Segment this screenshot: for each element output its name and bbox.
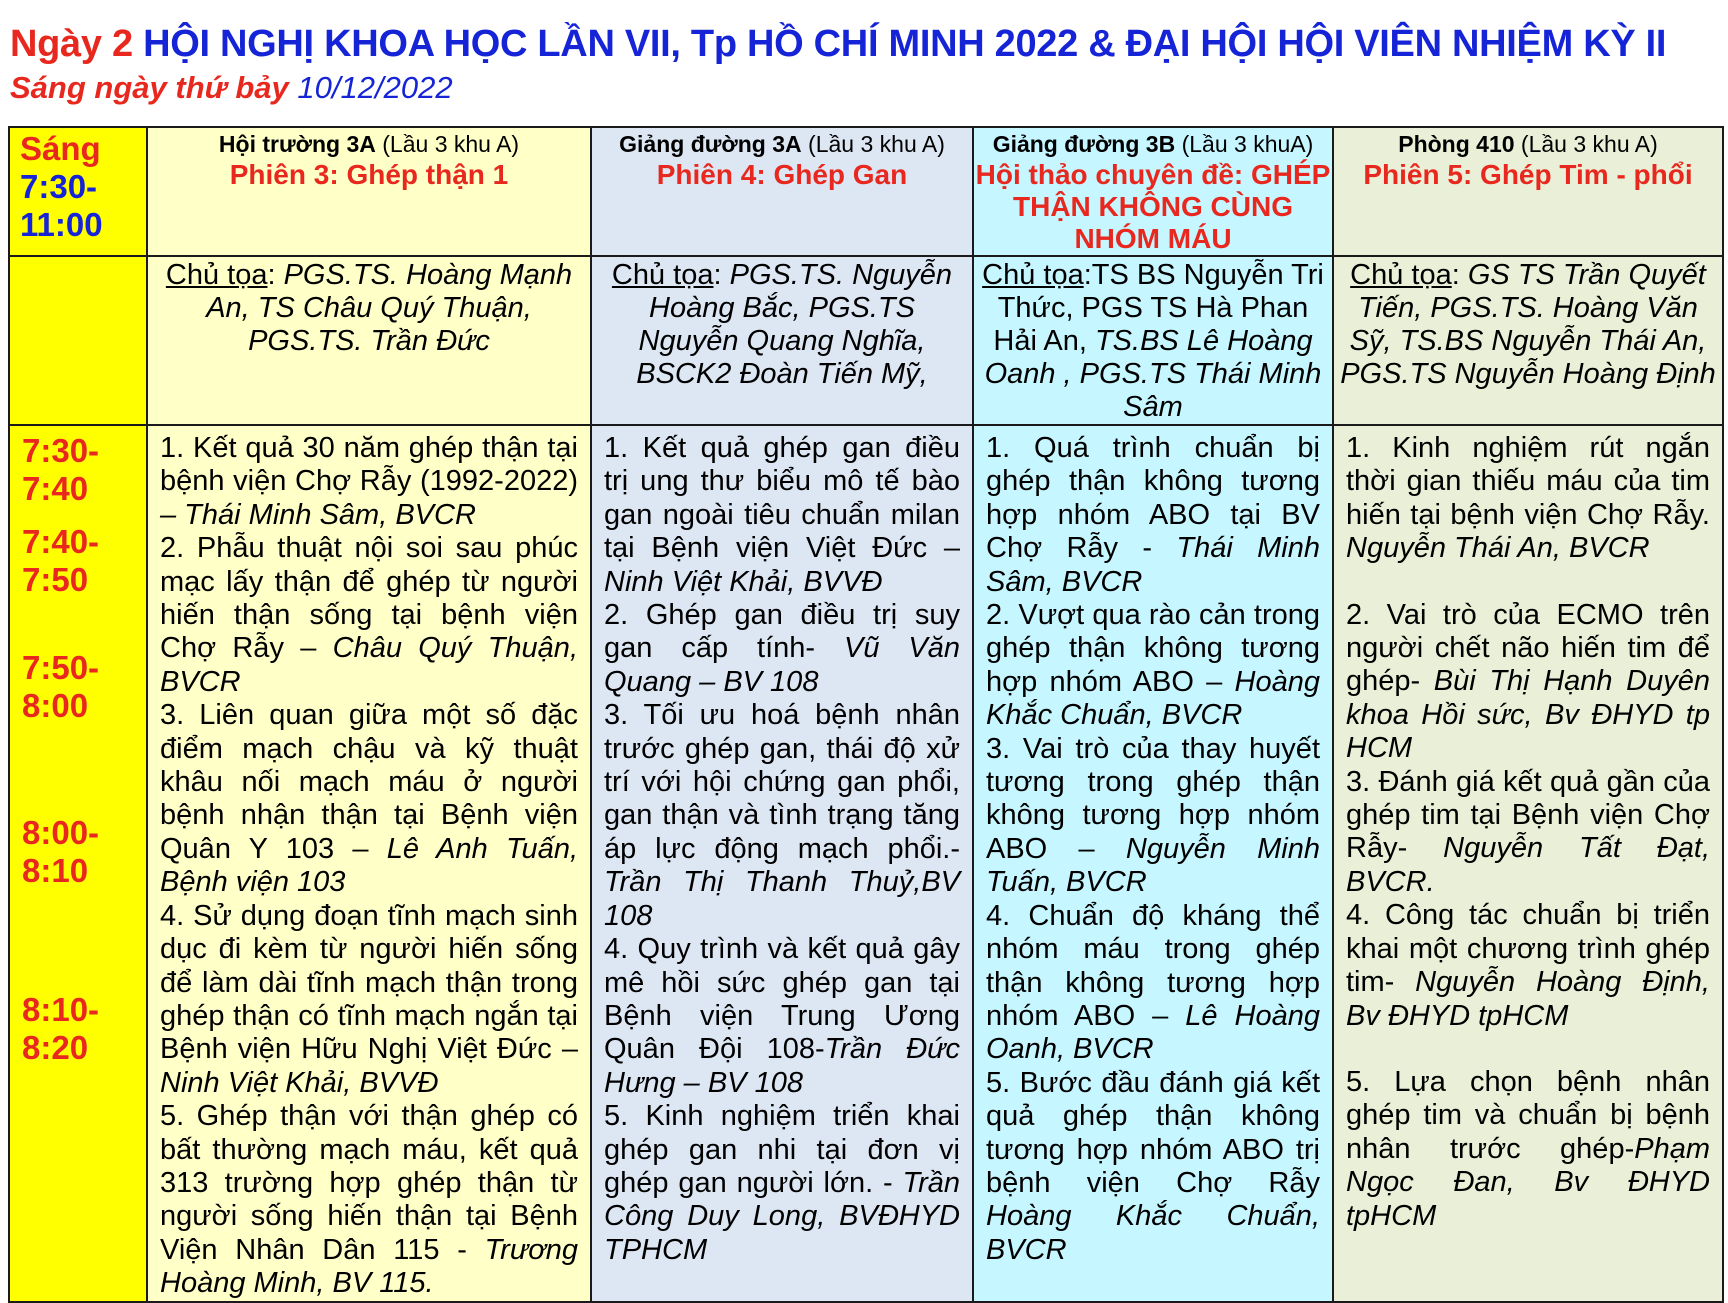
chair-label: Chủ tọa — [1350, 259, 1452, 291]
talk-title: 4. Sử dụng đoạn tĩnh mạch sinh dục đi kèm từ người hiến sống để làm dài tĩnh mạch thận trong ghép thận có tĩnh mạch ngắn tại Bệnh viện Hữu Nghị Việt Đức – — [160, 899, 578, 1066]
talk-author: Hoàng Khắc Chuẩn, BVCR — [986, 1200, 1320, 1266]
chair-names: PGS.TS. Nguyễn Hoàng Bắc, PGS.TS Nguyễn Quang Nghĩa, BSCK2 Đoàn Tiến Mỹ, — [636, 259, 953, 390]
talk-author: Lê Hoàng Oanh, BVCR — [986, 999, 1320, 1066]
talk-title: 3. Đánh giá kết quả gần của ghép tim tại Bệnh viện Chợ Rẫy- — [1346, 765, 1710, 865]
talk-item — [986, 1067, 1320, 1267]
session-title: Phiên 4: Ghép Gan — [656, 159, 908, 190]
subtitle-prefix: Sáng ngày thứ bảy — [10, 70, 289, 105]
subtitle-date: 10/12/2022 — [297, 70, 453, 105]
talk-item — [604, 1100, 960, 1267]
column-header — [973, 127, 1333, 256]
talk-item — [160, 900, 578, 1100]
talk-item — [160, 532, 578, 699]
column-header — [591, 127, 973, 256]
talks-row — [9, 425, 1723, 1302]
talk-title: 5. Ghép thận với thận ghép có bất thường mạch máu, kết quả 313 trường hợp ghép thận từ người sống hiến thận tại Bệnh Viện Nhân Dân 115 - — [160, 1100, 578, 1266]
page-title — [10, 22, 1666, 66]
slot-time: 7:40- 7:50 — [22, 523, 100, 598]
chair-names: TS.BS Lê Hoàng Oanh , PGS.TS Thái Minh Sâm — [984, 325, 1322, 423]
slot-time: 8:10- 8:20 — [22, 991, 100, 1066]
talk-item — [986, 733, 1320, 900]
chair-sep: : — [713, 259, 730, 291]
chair-row — [9, 256, 1723, 425]
talk-item — [604, 599, 960, 699]
talk-author: Trương Hoàng Minh, BV 115. — [160, 1233, 578, 1300]
schedule-table — [8, 126, 1724, 1303]
talk-author: Nguyễn Minh Tuấn, BVCR — [986, 832, 1320, 899]
session-time-cell — [9, 127, 147, 256]
talk-title: 5. Kinh nghiệm triển khai ghép gan nhi tại đơn vị ghép gan người lớn. - — [604, 1100, 960, 1199]
chair-sep: : — [1083, 259, 1092, 291]
talk-item — [986, 900, 1320, 1067]
talk-author: Bùi Thị Hạnh Duyên khoa Hồi sức, Bv ĐHYD tp HCM — [1346, 665, 1710, 765]
talk-title: 1. Kinh nghiệm rút ngắn thời gian thiếu máu của tim hiến tại bệnh viện Chợ Rẫy. — [1346, 432, 1710, 531]
room-location: (Lầu 3 khuA) — [1175, 131, 1314, 157]
session-label: Sáng — [20, 130, 101, 167]
empty-cell — [9, 256, 147, 425]
room-location: (Lầu 3 khu A) — [801, 131, 945, 157]
chair-sep: : — [267, 259, 284, 291]
talk-item — [1346, 432, 1710, 566]
chair-sep: : — [1451, 259, 1468, 291]
talks-cell — [147, 425, 591, 1302]
talk-author: Ninh Việt Khải, BVVĐ — [160, 1066, 439, 1099]
talk-title: 1. Kết quả 30 năm ghép thận tại bệnh viện Chợ Rẫy (1992-2022) — [160, 432, 578, 498]
slot-times-cell — [9, 425, 147, 1302]
slot-time: 7:30- 7:40 — [22, 432, 100, 507]
talk-title: 1. Quá trình chuẩn bị ghép thận không tương hợp nhóm ABO tại BV Chợ Rẫy - — [986, 432, 1320, 565]
talk-author: Phạm Ngọc Đan, Bv ĐHYD tpHCM — [1346, 1132, 1710, 1232]
chair-cell — [1333, 256, 1723, 425]
talk-item — [604, 933, 960, 1100]
talk-title: 5. Lựa chọn bệnh nhân ghép tim và chuẩn bị bệnh nhân trước ghép- — [1346, 1065, 1710, 1165]
talk-author: – Thái Minh Sâm, BVCR — [160, 498, 476, 531]
spacer — [1346, 566, 1710, 599]
chair-cell — [973, 256, 1333, 425]
column-header — [147, 127, 591, 256]
talk-title: 4. Chuẩn độ kháng thể nhóm máu trong ghép thận không tương hợp nhóm ABO – — [986, 899, 1320, 1032]
talk-item — [160, 432, 578, 532]
talk-item — [986, 599, 1320, 733]
talk-item — [1346, 1066, 1710, 1233]
talk-title: 3. Tối ưu hoá bệnh nhân trước ghép gan, thái độ xử trí với hội chứng gan phổi, gan thận và tình trạng tăng áp lực động mạch phổi.- — [604, 699, 960, 865]
room-name: Hội trường 3A — [218, 131, 376, 157]
chair-cell — [147, 256, 591, 425]
talk-author: Nguyễn Hoàng Định, Bv ĐHYD tpHCM — [1346, 966, 1710, 1032]
talk-author: Hoàng Khắc Chuẩn, BVCR — [986, 665, 1320, 732]
talks-cell — [591, 425, 973, 1302]
chair-names: PGS.TS. Hoàng Mạnh An, TS Châu Quý Thuận, PGS.TS. Trần Đức — [206, 259, 573, 357]
room-location: (Lầu 3 khu A) — [1514, 131, 1658, 157]
talk-author: Trần Công Duy Long, BVĐHYD TPHCM — [604, 1166, 960, 1266]
talk-author: Thái Minh Sâm, BVCR — [986, 532, 1320, 598]
talk-author: Nguyễn Thái An, BVCR — [1346, 532, 1650, 565]
room-name: Giảng đường 3B — [992, 131, 1176, 157]
chair-label: Chủ tọa — [982, 259, 1084, 291]
talk-author: Vũ Văn Quang – BV 108 — [604, 632, 960, 698]
talk-item — [1346, 766, 1710, 900]
chair-names: GS TS Trần Quyết Tiến, PGS.TS. Hoàng Văn Sỹ, TS.BS Nguyễn Thái An, PGS.TS Nguyễn Hoàng Định — [1340, 259, 1716, 390]
talk-title: 1. Kết quả ghép gan điều trị ung thư biểu mô tế bào gan ngoài tiêu chuẩn milan tại Bệnh viện Việt Đức – — [604, 432, 960, 565]
talk-title: 3. Vai trò của thay huyết tương trong ghép thận không tương hợp nhóm ABO – — [986, 732, 1320, 865]
talks-cell — [973, 425, 1333, 1302]
talk-title: 2. Ghép gan điều trị suy gan cấp tính- — [604, 599, 960, 665]
talk-author: Lê Anh Tuấn, Bệnh viện 103 — [160, 832, 579, 899]
talk-title: 2. Vai trò của ECMO trên người chết não hiến tim để ghép- — [1346, 598, 1710, 698]
talk-item — [604, 432, 960, 599]
chair-names-plain: TS BS Nguyễn Tri Thức, PGS TS Hà Phan Hải An, — [993, 259, 1324, 357]
spacer — [1346, 1033, 1710, 1066]
talk-item — [604, 699, 960, 933]
page-subtitle — [10, 68, 453, 108]
session-title: Phiên 3: Ghép thận 1 — [229, 159, 509, 190]
talk-title: 2. Phẫu thuật nội soi sau phúc mạc lấy thận để ghép từ người hiến thận sống tại bệnh viện Chợ Rẫy – — [160, 532, 578, 665]
talk-title: 2. Vượt qua rào cản trong ghép thận không tương hợp nhóm ABO – — [986, 599, 1320, 698]
session-time: 7:30- 11:00 — [20, 168, 103, 243]
day-label: Ngày 2 — [10, 23, 133, 65]
slot-time: 7:50- 8:00 — [22, 649, 100, 724]
room-name: Phòng 410 — [1398, 131, 1515, 157]
talk-title: 3. Liên quan giữa một số đặc điểm mạch chậu và kỹ thuật khâu nối mạch máu ở người bệnh nhận thận tại Bệnh viện Quân Y 103 – — [160, 699, 578, 865]
talk-item — [1346, 899, 1710, 1033]
room-location: (Lầu 3 khu A) — [375, 131, 520, 157]
chair-cell — [591, 256, 973, 425]
talk-title: 4. Quy trình và kết quả gây mê hồi sức ghép gan tại Bệnh viện Trung Ương Quân Đội 108- — [604, 933, 960, 1066]
talk-item — [160, 1100, 578, 1300]
session-title: Phiên 5: Ghép Tim - phổi — [1363, 159, 1693, 190]
header-row — [9, 127, 1723, 256]
talk-item — [160, 699, 578, 899]
talk-author: Châu Quý Thuận, BVCR — [160, 632, 578, 698]
talk-item — [1346, 599, 1710, 766]
talk-title: 4. Công tác chuẩn bị triển khai một chương trình ghép tim- — [1346, 899, 1710, 999]
room-name: Giảng đường 3A — [619, 131, 802, 157]
column-header — [1333, 127, 1723, 256]
conference-title: HỘI NGHỊ KHOA HỌC LẦN VII, Tp HỒ CHÍ MINH 2022 & ĐẠI HỘI HỘI VIÊN NHIỆM KỲ II — [143, 23, 1667, 65]
talk-author: Ninh Việt Khải, BVVĐ — [604, 565, 883, 598]
talk-author: Trần Đức Hưng – BV 108 — [604, 1033, 960, 1099]
talk-author: Nguyễn Tất Đạt, BVCR. — [1346, 832, 1710, 898]
slot-time: 8:00- 8:10 — [22, 814, 100, 889]
session-title: Hội thảo chuyên đề: GHÉP THẬN KHÔNG CÙNG NHÓM MÁU — [975, 159, 1331, 254]
talks-cell — [1333, 425, 1723, 1302]
chair-label: Chủ tọa — [165, 259, 268, 291]
talk-item — [986, 432, 1320, 599]
talk-author: Trần Thị Thanh Thuỷ,BV 108 — [604, 866, 960, 932]
talk-title: 5. Bước đầu đánh giá kết quả ghép thận không tương hợp nhóm ABO trị bệnh viện Chợ Rẫy — [986, 1066, 1320, 1199]
chair-label: Chủ tọa — [611, 259, 714, 291]
